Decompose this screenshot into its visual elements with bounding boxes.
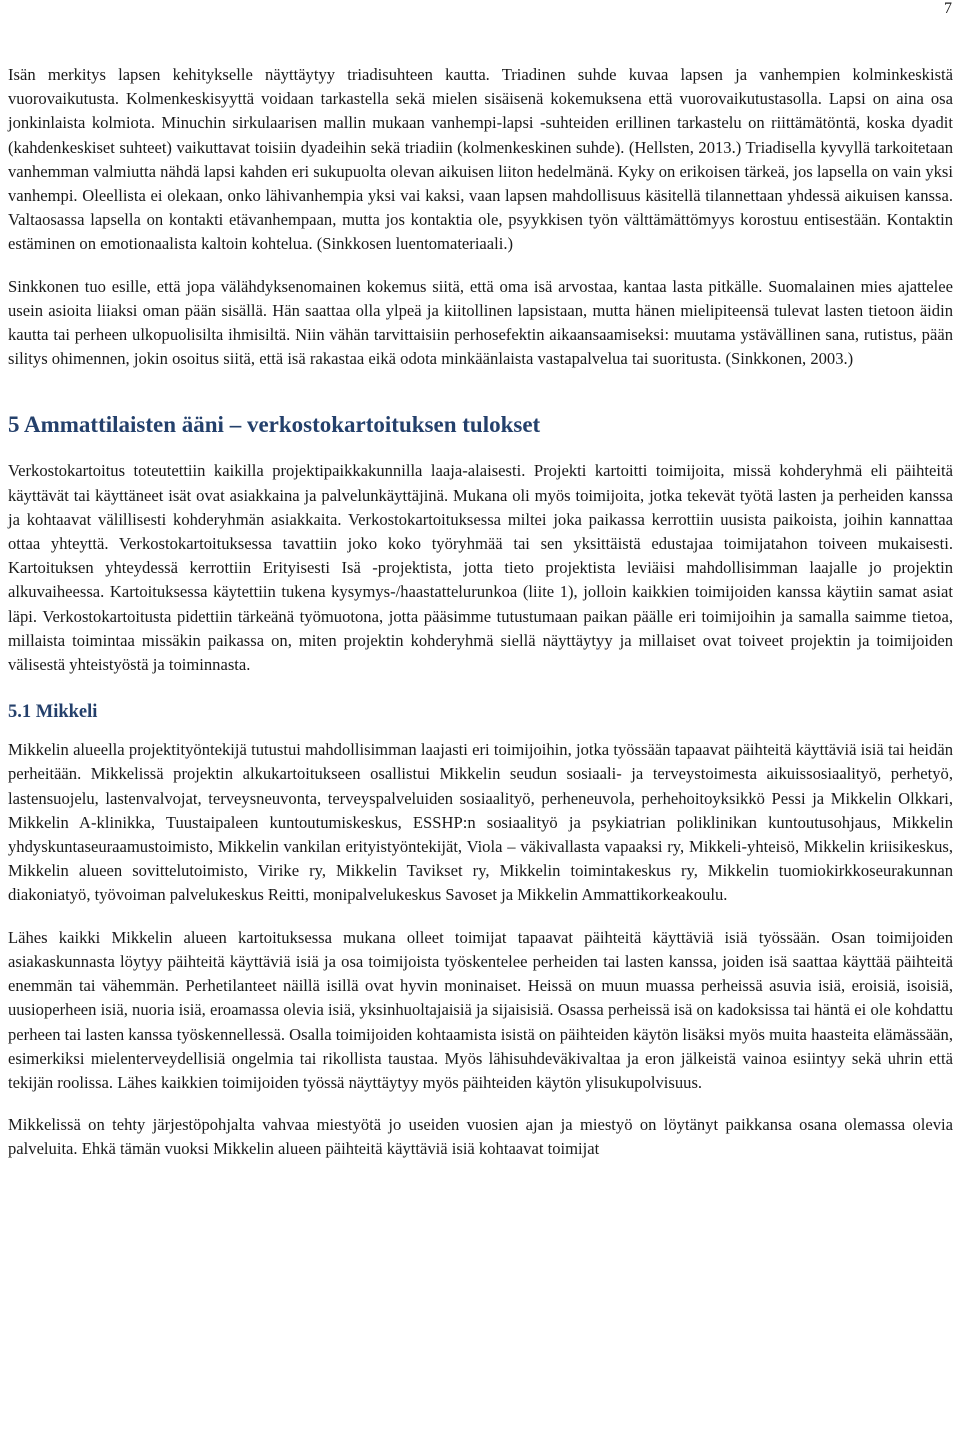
section-heading: 5 Ammattilaisten ääni – verkostokartoituksen tulokset bbox=[8, 412, 541, 438]
document-body bbox=[8, 63, 953, 1162]
paragraph-mikkeli-actors: Mikkelin alueella projektityöntekijä tutustui mahdollisimman laajasti eri toimijoihin, jotka työssään tapaavat päihteitä käyttäviä isiä tai heidän perheitään. Mikkelissä projektin alkukartoitukseen osallistui Mikkelin seudun sosiaali- ja terveystoimesta aikuissosiaalityö, perhetyö, lastensuojelu, lastenvalvojat, terveysneuvonta, terveyspalveluiden sosiaalityö, perheneuvola, perhehoitoyksikkö Pessi ja Mikkelin Olkkari, Mikkelin A-klinikka, Tuustaipaleen kuntoutumiskeskus, ESSHP:n sosiaalityö ja psykiatrian poliklinikan kuntoutusohjaus, Mikkelin yhdyskuntaseuraamustoimisto, Mikkelin vankilan erityistyöntekijät, Viola – väkivallasta vapaaksi ry, Mikkeli-yhteisö, Mikkelin kriisikeskus, Mikkelin alueen sovittelutoimisto, Virike ry, Mikkelin Tavikset ry, Mikkelin toimintakeskus ry, Mikkelin tuomiokirkkoseurakunnan diakoniatyö, työvoiman palvelukeskus Reitti, monipalvelukeskus Savoset ja Mikkelin Ammattikorkeakoulu. bbox=[8, 740, 953, 905]
paragraph-mikkeli-fathers: Lähes kaikki Mikkelin alueen kartoituksessa mukana olleet toimijat tapaavat päihteitä käyttäviä isiä työssään. Osan toimijoiden asiakaskunnasta löytyy päihteitä käyttäviä isiä ja osa toimijoista työskentelee perheiden tai lasten kanssa, joiden isä saattaa käyttää päihteitä enemmän tai vähemmän. Perhetilanteet näillä isillä ovat hyvin moninaiset. Heissä on muun muassa perheissä asuvia isiä, eroisiä, isoisiä, uusioperheen isiä, nuoria isiä, eroamassa olevia isiä, yksinhuoltajaisiä ja sijaisisiä. Osassa perheissä isä on kadoksissa tai häntä ei ole kohdattu perheen tai lasten kanssa työskennellessä. Osalla toimijoiden kohtaamista isistä on päihteiden käytön lisäksi myös muita haasteita elämässään, esimerkiksi mielenterveydellisiä ongelmia tai rikollista taustaa. Myös lähisuhdeväkivaltaa ja eron jälkeistä vainoa esiintyy sekä uhrin että tekijän roolissa. Lähes kaikkien toimijoiden työssä näyttäytyy myös päihteiden käytön ylisukupolvisuus. bbox=[8, 927, 953, 1092]
page-number: 7 bbox=[944, 0, 952, 17]
paragraph-mikkeli-menswork: Mikkelissä on tehty järjestöpohjalta vahvaa miestyötä jo useiden vuosien ajan ja miestyö on löytänyt paikkansa osana olemassa olevia palveluita. Ehkä tämän vuoksi Mikkelin alueen päihteitä käyttäviä isiä kohtaavat toimijat bbox=[8, 1115, 953, 1159]
paragraph-triad: Isän merkitys lapsen kehitykselle näyttäytyy triadisuhteen kautta. Triadinen suhde kuvaa lapsen ja vanhempien kolminkeskistä vuorovaikutusta. Kolmenkeskisyyttä voidaan tarkastella sekä mielen sisäisenä kokemuksena että vuorovaikutustasolla. Lapsi on aina osa jonkinlaista kolmiota. Minuchin sirkulaarisen mallin mukaan vanhempi-lapsi -suhteiden erillinen tarkastelu on riittämätöntä, koska dyadit (kahdenkeskiset suhteet) vaikuttavat toisiin dyadeihin sekä triadiin (kolmenkeskinen suhde). (Hellsten, 2013.) Triadisella kyvyllä tarkoitetaan vanhemman valmiutta nähdä lapsi kahden eri sukupuolta olevan aikuisen liiton hedelmänä. Kyky on erikoisen tärkeä, jos lapsella on vain yksi vanhempi. Oleellista ei olekaan, onko lähivanhempia yksi vai kaksi, vaan lapsen mahdollisuus käsitellä tilannettaan yhdessä aikuisen kanssa. Valtaosassa lapsella on kontakti etävanhempaan, mutta jos kontaktia ole, psyykkisen työn välttämättömyys korostuu entisestään. Kontaktin estäminen on emotionaalista kaltoin kohtelua. (Sinkkosen luentomateriaali.) bbox=[8, 65, 953, 254]
paragraph-sinkkonen: Sinkkonen tuo esille, että jopa välähdyksenomainen kokemus siitä, että oma isä arvostaa, kantaa lasta pitkälle. Suomalainen mies ajattelee usein asioita liiaksi oman pään sisällä. Hän saattaa olla ylpeä ja kiitollinen lapsistaan, mutta hänen mielipiteensä tulevat lasten tietoon äidin kautta tai perheen ulkopuolisilta ihmisiltä. Niin vähän tarvittaisiin perhosefektin aikaansaamiseksi: muutama ystävällinen sana, rutistus, pään silitys ohimennen, jokin osoitus siitä, että isä rakastaa eikä odota minkäänlaista vastapalvelua tai suoritusta. (Sinkkonen, 2003.) bbox=[8, 276, 953, 369]
paragraph-network-mapping: Verkostokartoitus toteutettiin kaikilla projektipaikkakunnilla laaja-alaisesti. Projekti kartoitti toimijoita, missä kohderyhmä eli päihteitä käyttävät tai käyttäneet isät ovat asiakkaina ja palvelunkäyttäjinä. Mukana oli myös toimijoita, jotka tekevät työtä lasten ja perheiden kanssa ja kohtaavat välillisesti kohderyhmän asiakkaita. Verkostokartoituksessa miltei joka paikassa kerrottiin uusista paikoista, joihin kannattaa ottaa yhteyttä. Verkostokartoituksessa tavattiin joko koko työryhmää tai sen yksittäistä edustajaa toimijatahon toiveen mukaisesti. Kartoituksen yhteydessä kerrottiin Erityisesti Isä -projektista, jotta tieto projektista leviäisi mahdollisimman laajalle jo projektin alkuvaiheessa. Kartoituksessa käytettiin tukena kysymys-/haastattelurunkoa (liite 1), jolloin kaikkien toimijoiden kanssa käytiin samat asiat läpi. Verkostokartoitusta pidettiin tärkeänä työmuotona, jotta pääsimme tutustumaan paikan päälle eri toimijoihin ja samalla saimme tietoa, millaista toimintaa missäkin paikassa on, miten projektin kohderyhmä siellä näyttäytyy ja millaiset ovat toiveet projektin ja toimijoiden välisestä yhteistyöstä ja toiminnasta. bbox=[8, 461, 953, 675]
subsection-heading: 5.1 Mikkeli bbox=[8, 702, 98, 723]
